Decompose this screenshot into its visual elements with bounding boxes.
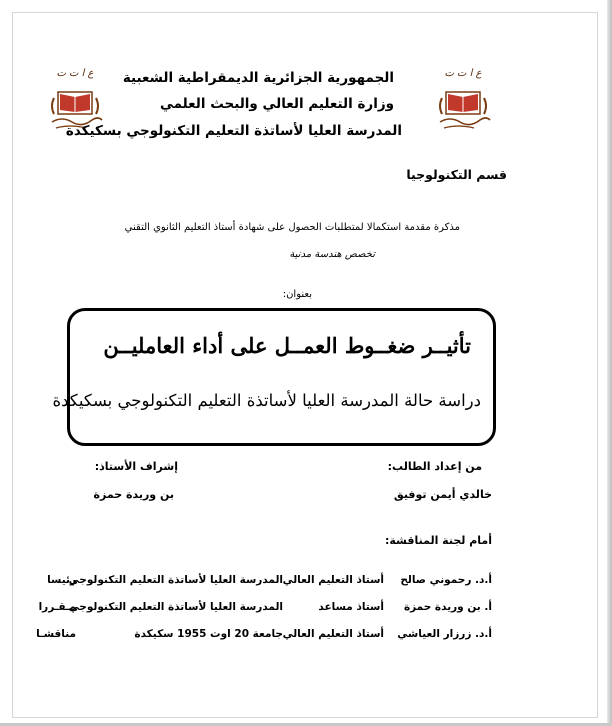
committee-member-rank: أستاذ التعليم العالي [282, 628, 384, 640]
supervision-label: إشراف الأستاذ: [94, 460, 178, 473]
logo-caption: ع ا ت ت [444, 68, 482, 79]
thesis-title: تأثيــر ضغــوط العمــل على أداء العامليــن [103, 333, 471, 358]
committee-member-name: أ.د. زرزار العياشي [397, 628, 492, 640]
committee-member-name: أ. بن وريدة حمزة [403, 601, 492, 613]
page-edge-shadow [607, 0, 612, 726]
header-ministry: وزارة التعليم العالي والبحث العلمي [159, 96, 394, 112]
school-logo-right [428, 68, 498, 134]
committee-member-rank: أستاذ التعليم العالي [282, 574, 384, 586]
committee-member-role: مـقـررا [38, 601, 76, 613]
prepared-by-label: من إعداد الطالب: [387, 460, 482, 473]
committee-member-institution: جامعة 20 اوت 1955 سكيكدة [134, 628, 283, 640]
header-republic: الجمهورية الجزائرية الديمقراطية الشعبية [122, 70, 394, 86]
committee-member-name: أ.د. رحموني صالح [400, 574, 492, 586]
department-name: قسم التكنولوجيا [406, 167, 507, 182]
student-name: خالدي أيمن توفيق [393, 488, 492, 501]
memo-purpose: مذكرة مقدمة استكمالا لمتطلبات الحصول على شهادة أستاذ التعليم الثانوي التقني [124, 222, 460, 233]
titled-label: بعنوان: [282, 289, 312, 300]
supervisor-name: بن وريدة حمزة [93, 488, 174, 501]
committee-member-role: مناقشـا [36, 628, 76, 640]
thesis-subtitle: دراسة حالة المدرسة العليا لأساتذة التعليم التكنولوجي بسكيكدة [52, 391, 481, 410]
committee-member-institution: المدرسة العليا لأساتذة التعليم التكنولوجي [68, 574, 283, 586]
logo-caption: ع ا ت ت [56, 68, 94, 79]
title-box [52, 308, 496, 446]
committee-member-role: رئيسا [47, 574, 76, 586]
committee-member-rank: أستاذ مساعد [318, 601, 384, 613]
committee-member-institution: المدرسة العليا لأساتذة التعليم التكنولوجي [68, 601, 283, 613]
open-book-icon [428, 72, 498, 134]
committee-label: أمام لجنة المناقشة: [384, 534, 492, 547]
memo-specialty: تخصص هندسة مدنية [289, 249, 375, 260]
header-school: المدرسة العليا لأساتذة التعليم التكنولوجي بسكيكدة [65, 123, 402, 139]
